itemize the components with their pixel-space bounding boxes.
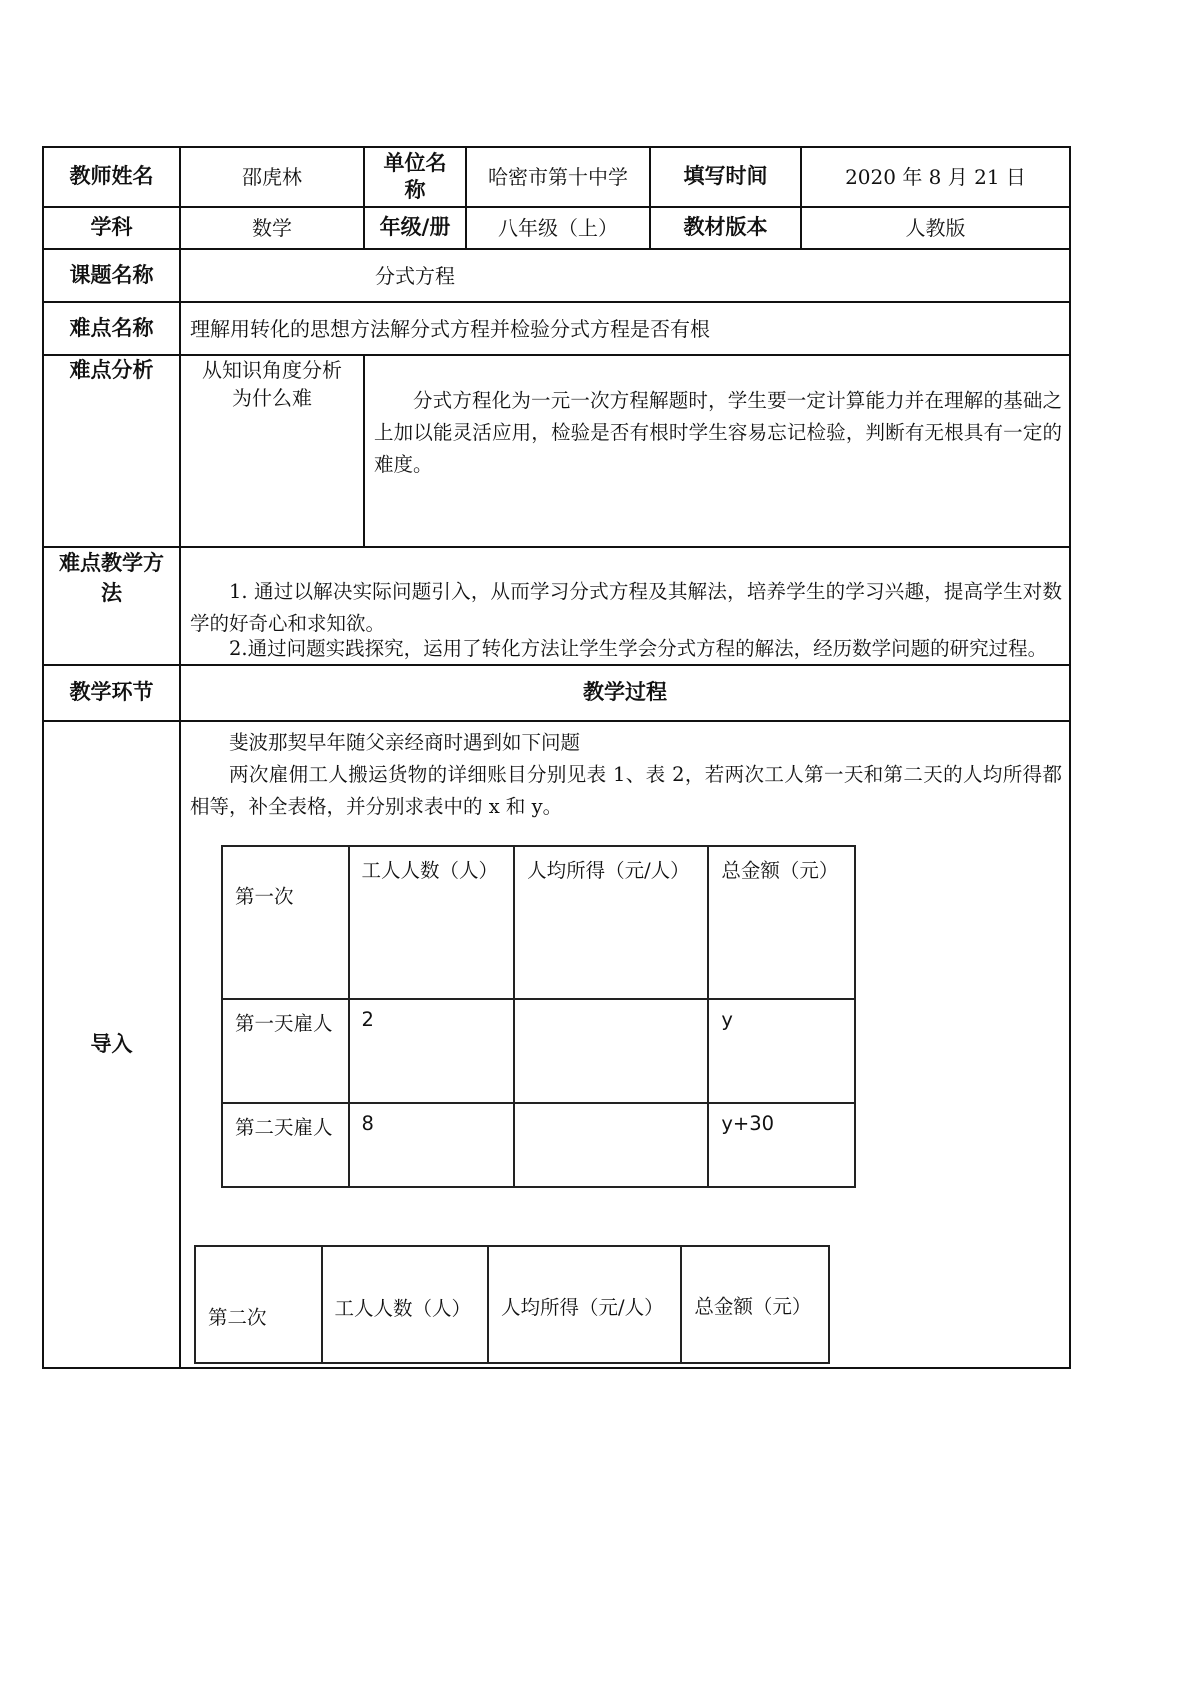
subject-value: 数学	[252, 216, 292, 240]
table1-header-cell: 工人人数（人）	[349, 846, 515, 999]
topic-label: 课题名称	[69, 262, 154, 287]
col-divider	[363, 354, 365, 546]
difficulty-value: 理解用转化的思想方法解分式方程并检验分式方程是否有根	[190, 316, 710, 341]
table-2	[194, 1245, 830, 1364]
grade-label: 年级/册	[379, 215, 451, 240]
row-divider	[42, 546, 1071, 548]
table1-header-cell: 第一次	[222, 846, 349, 999]
intro-paragraph-1: 斐波那契早年随父亲经商时遇到如下问题	[229, 731, 581, 754]
grade-value: 八年级（上）	[498, 216, 618, 240]
edition-label: 教材版本	[683, 215, 768, 240]
table1-cell	[514, 999, 708, 1103]
table1-cell: 2	[349, 999, 515, 1103]
table1-cell: y+30	[708, 1103, 855, 1187]
table1-cell: 8	[349, 1103, 515, 1187]
topic-value: 分式方程	[375, 263, 455, 288]
table2-header-cell: 人均所得（元/人）	[488, 1246, 681, 1363]
table2-header-cell: 第二次	[195, 1246, 322, 1363]
intro-label: 导入	[90, 1032, 133, 1057]
table2-header-cell: 总金额（元）	[681, 1246, 829, 1363]
row-divider	[42, 720, 1071, 722]
analysis-text: 分式方程化为一元一次方程解题时，学生要一定计算能力并在理解的基础之上加以能灵活应用，检验是否有根时学生容易忘记检验，判断有无根具有一定的难度。	[374, 389, 1062, 476]
table1-header-cell: 人均所得（元/人）	[514, 846, 708, 999]
analysis-sub-label	[181, 356, 363, 414]
edition-value: 人教版	[905, 216, 966, 240]
table-1	[221, 845, 856, 1188]
table1-cell: 第一天雇人	[222, 999, 349, 1103]
subject-label: 学科	[90, 215, 133, 240]
table-row	[222, 1103, 855, 1187]
analysis-sub-label-line1: 从知识角度分析	[202, 358, 342, 382]
row-divider	[42, 248, 1071, 250]
teacher-name-value: 邵虎林	[242, 165, 302, 189]
analysis-label: 难点分析	[69, 358, 154, 383]
table1-cell	[514, 1103, 708, 1187]
process-stage-label: 教学环节	[69, 680, 154, 705]
process-content-label: 教学过程	[583, 680, 667, 705]
date-value: 2020 年 8 月 21 日	[845, 165, 1026, 189]
intro-paragraph-2: 两次雇佣工人搬运货物的详细账目分别见表 1、表 2，若两次工人第一天和第二天的人均所得都相等，补全表格，并分别求表中的 x 和 y。	[190, 763, 1062, 818]
table1-cell: y	[708, 999, 855, 1103]
table-row	[222, 846, 855, 999]
unit-name-value: 哈密市第十中学	[488, 165, 628, 189]
analysis-sub-label-line2: 为什么难	[232, 386, 312, 410]
date-label: 填写时间	[683, 164, 768, 189]
unit-label-line2: 称	[404, 178, 426, 202]
unit-label	[365, 148, 465, 206]
method-item-2: 2.通过问题实践探究，运用了转化方法让学生学会分式方程的解法，经历数学问题的研究过程。	[229, 637, 1048, 660]
method-label-line2: 法	[101, 581, 122, 605]
table2-header-cell: 工人人数（人）	[322, 1246, 489, 1363]
method-item-1: 1. 通过以解决实际问题引入，从而学习分式方程及其解法，培养学生的学习兴趣，提高学生对数学的好奇心和求知欲。	[190, 580, 1062, 635]
method-label-line1: 难点教学方	[59, 551, 164, 575]
teacher-name-label: 教师姓名	[69, 164, 154, 189]
difficulty-label: 难点名称	[69, 315, 154, 340]
table1-header-cell: 总金额（元）	[708, 846, 855, 999]
table1-cell: 第二天雇人	[222, 1103, 349, 1187]
col-divider	[179, 146, 181, 1369]
table-row	[222, 999, 855, 1103]
unit-label-line1: 单位名	[383, 150, 447, 175]
method-label	[44, 548, 179, 608]
table-row	[195, 1246, 829, 1363]
